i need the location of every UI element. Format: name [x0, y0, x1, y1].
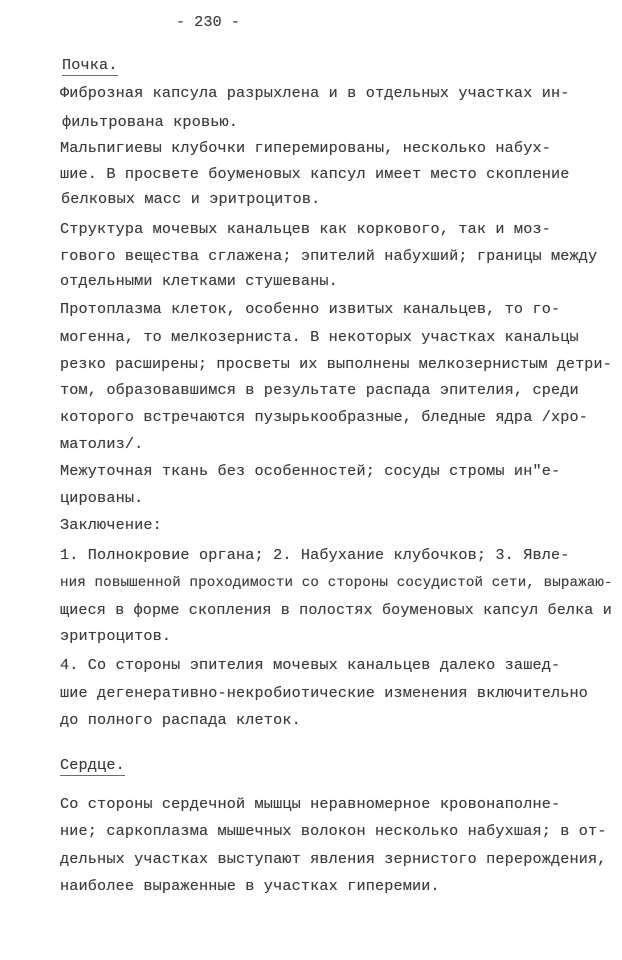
text-line: Протоплазма клеток, особенно извитых канальцев, то го-	[60, 300, 561, 318]
text-line: дельных участках выступают явления зернистого перерождения,	[60, 850, 607, 868]
text-line: цированы.	[60, 489, 144, 507]
text-line: Мальпигиевы клубочки гиперемированы, несколько набух-	[60, 139, 551, 157]
text-line: наиболее выраженные в участках гиперемии.	[60, 877, 440, 895]
text-line: щиеся в форме скопления в полостях боуменовых капсул белка и	[60, 601, 612, 619]
text-line: резко расширены; просветы их выполнены мелкозернистым детри-	[60, 355, 612, 373]
text-line: шие дегенеративно-некробиотические изменения включительно	[60, 684, 589, 702]
text-line: 4. Со стороны эпителия мочевых канальцев далеко зашед-	[60, 656, 561, 674]
conclusion-label: Заключение:	[60, 516, 162, 534]
text-line: том, образовавшимся в результате распада эпителия, среди	[60, 381, 579, 399]
text-line: белковых масс и эритроцитов.	[61, 190, 321, 208]
page-number: - 230 -	[176, 14, 241, 31]
text-line: Структура мочевых канальцев как коркового, так и моз-	[60, 220, 551, 238]
text-line: до полного распада клеток.	[60, 711, 301, 729]
section-heading-heart: Сердце.	[60, 756, 125, 774]
section-heading-kidney: Почка.	[62, 56, 118, 74]
text-line: гового вещества сглажена; эпителий набухший; границы между	[60, 247, 598, 265]
text-line: матолиз/.	[60, 435, 144, 453]
text-line: 1. Полнокровие органа; 2. Набухание клубочков; 3. Явле-	[60, 546, 570, 564]
text-line: фильтрована кровью.	[62, 113, 239, 131]
text-line: Со стороны сердечной мышцы неравномерное кровонаполне-	[60, 795, 561, 813]
text-line: могенна, то мелкозерниста. В некоторых участках канальцы	[60, 328, 579, 346]
text-line: ние; саркоплазма мышечных волокон несколько набухшая; в от-	[60, 822, 607, 840]
text-line: Межуточная ткань без особенностей; сосуды стромы ин"е-	[60, 462, 561, 480]
text-line: Фиброзная капсула разрыхлена и в отдельных участках ин-	[60, 84, 570, 102]
text-line: эритроцитов.	[60, 627, 172, 645]
text-line: которого встречаются пузырькообразные, бледные ядра /хро-	[60, 408, 589, 426]
text-line: шие. В просвете боуменовых капсул имеет место скопление	[60, 165, 570, 183]
text-line: отдельными клетками стушеваны.	[60, 272, 338, 290]
text-line: ния повышенной проходимости со стороны сосудистой сети, выражаю-	[60, 575, 613, 591]
